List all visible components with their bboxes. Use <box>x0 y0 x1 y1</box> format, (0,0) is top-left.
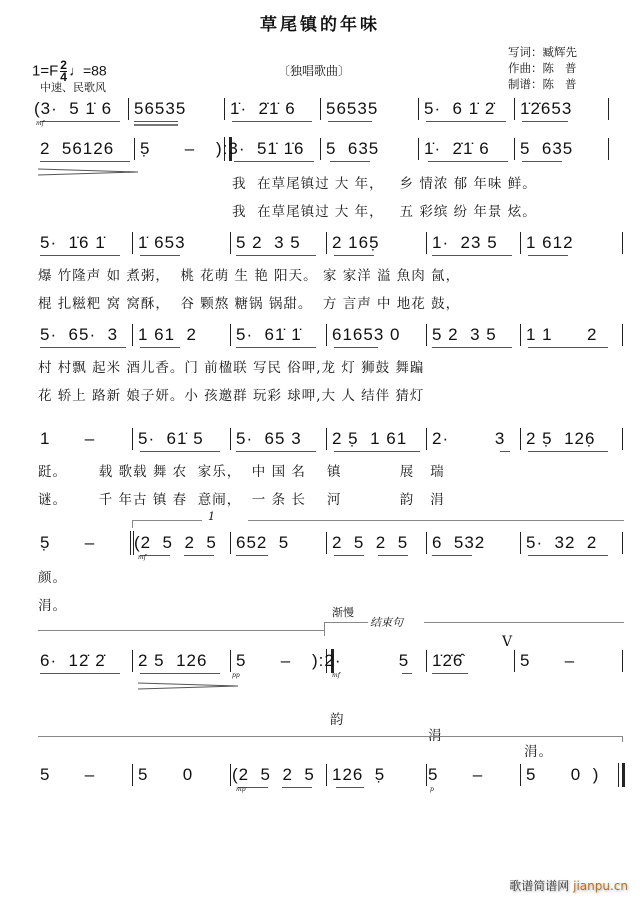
measure: 1̇2̇653 <box>520 99 573 118</box>
style-marking: 中速、民歌风 <box>40 81 106 94</box>
measure: 2 5̣ 126̣ <box>526 429 596 448</box>
staff-line-5 <box>0 426 640 456</box>
measure: 2 56126 <box>40 139 115 158</box>
coda-label: 结束句 <box>370 616 403 629</box>
measure: 5 – <box>520 651 576 670</box>
measure: 6 532 <box>432 533 486 552</box>
measure: 5· 61̇ 5 <box>138 429 204 448</box>
volta-1: 1 <box>208 510 215 523</box>
measure: 1 1 2 <box>526 325 598 344</box>
staff-line-8 <box>0 762 640 792</box>
measure: 1 612 <box>526 233 574 252</box>
measure: 2 165̣ <box>332 233 380 252</box>
lyrics-ending: 韵 涓 涓。 <box>330 712 553 760</box>
dynamic-mp: mp <box>236 786 246 793</box>
tempo-mark: ♩=88 <box>68 62 107 79</box>
measure: 1̇ 653 <box>138 233 186 252</box>
measure: 1 – <box>40 429 96 448</box>
measure: 5 635 <box>520 139 574 158</box>
measure: 6· 12̇ 2̇ <box>40 651 106 670</box>
measure: 56535 <box>326 99 379 118</box>
measure: (2 5 2 5 <box>232 765 315 784</box>
key-label: 1=F <box>32 62 59 80</box>
measure: 1̇2̇6̂ <box>432 651 464 670</box>
barline <box>608 98 609 120</box>
measure: 2 5̣ 1 61 <box>332 429 408 448</box>
measure: 5 2 3 5 <box>236 233 301 252</box>
dynamic-p: p <box>430 786 434 793</box>
time-signature: $\frac{2}{4}$ <box>60 58 67 84</box>
ritardando-mark: 渐慢 <box>332 606 354 619</box>
staff-line-6 <box>0 530 640 560</box>
measure: 5 0 <box>138 765 194 784</box>
staff-line-4 <box>0 322 640 352</box>
measure: 126 5̣ <box>332 765 386 784</box>
measure: ):2· 5 <box>312 651 410 670</box>
watermark: 歌谱简谱网 jianpu.cn <box>509 879 628 893</box>
measure: 1̇· 2̇1̇ 6 <box>424 139 490 158</box>
measure: 5· 65 3 <box>236 429 302 448</box>
barline <box>418 98 419 120</box>
dynamic-pp: pp <box>232 672 240 679</box>
measure: (2 5 2 5 <box>134 533 217 552</box>
watermark-site: jianpu.cn <box>573 879 628 893</box>
lyricist: 写词：臧辉先 <box>508 45 577 59</box>
measure: 1̇· 2̇1̇ 6 <box>230 99 296 118</box>
barline <box>224 98 225 120</box>
measure: 5· 6 1̇ 2̇ <box>424 99 496 118</box>
credits <box>508 44 577 92</box>
barline <box>608 138 609 160</box>
measure: ):3· 51̇ 1̇6 <box>216 139 305 158</box>
barline <box>320 98 321 120</box>
measure: 5· 65· 3 <box>40 325 119 344</box>
dynamic-mf: mf <box>36 120 44 127</box>
staff-line-7 <box>0 634 640 679</box>
measure: 1 61 2 <box>138 325 197 344</box>
composer: 作曲：陈 普 <box>508 61 577 75</box>
measure: 5· 1̇6 1̇ <box>40 233 106 252</box>
breath-mark: V <box>502 634 513 650</box>
measure: 5̣ – <box>140 139 196 158</box>
measure: 5 0 ) <box>526 765 600 784</box>
measure: 2· 3 <box>432 429 506 448</box>
transcriber: 制谱：陈 普 <box>508 77 577 91</box>
staff-line-2 <box>0 136 640 166</box>
measure: (3· 5 1̇ 6 <box>34 99 113 118</box>
measure: 2 5 126 <box>138 651 208 670</box>
measure: 5 2 3 5 <box>432 325 497 344</box>
measure: 61653 0 <box>332 325 401 344</box>
measure: 5· 32 2 <box>526 533 598 552</box>
measure: 1· 23 5 <box>432 233 498 252</box>
barline <box>514 138 515 160</box>
measure: 56535 <box>134 99 187 118</box>
measure: 5 635 <box>326 139 380 158</box>
dynamic-mf: mf <box>332 672 340 679</box>
barline <box>128 98 129 120</box>
staff-line-1 <box>0 96 640 126</box>
measure: 5 – <box>428 765 484 784</box>
barline <box>514 98 515 120</box>
barline <box>134 138 135 160</box>
measure: 5· 61̇ 1̇ <box>236 325 302 344</box>
song-title: 草尾镇的年味 <box>260 15 380 35</box>
measure: 5 – <box>40 765 96 784</box>
staff-line-3 <box>0 230 640 260</box>
measure: 5̣ – <box>40 533 96 552</box>
measure: 2 5 2 5 <box>332 533 409 552</box>
barline <box>418 138 419 160</box>
genre-label: 〔独唱歌曲〕 <box>278 64 351 78</box>
measure: 5 – <box>236 651 292 670</box>
dynamic-mf: mf <box>138 554 146 561</box>
measure: 652 5 <box>236 533 290 552</box>
barline <box>320 138 321 160</box>
